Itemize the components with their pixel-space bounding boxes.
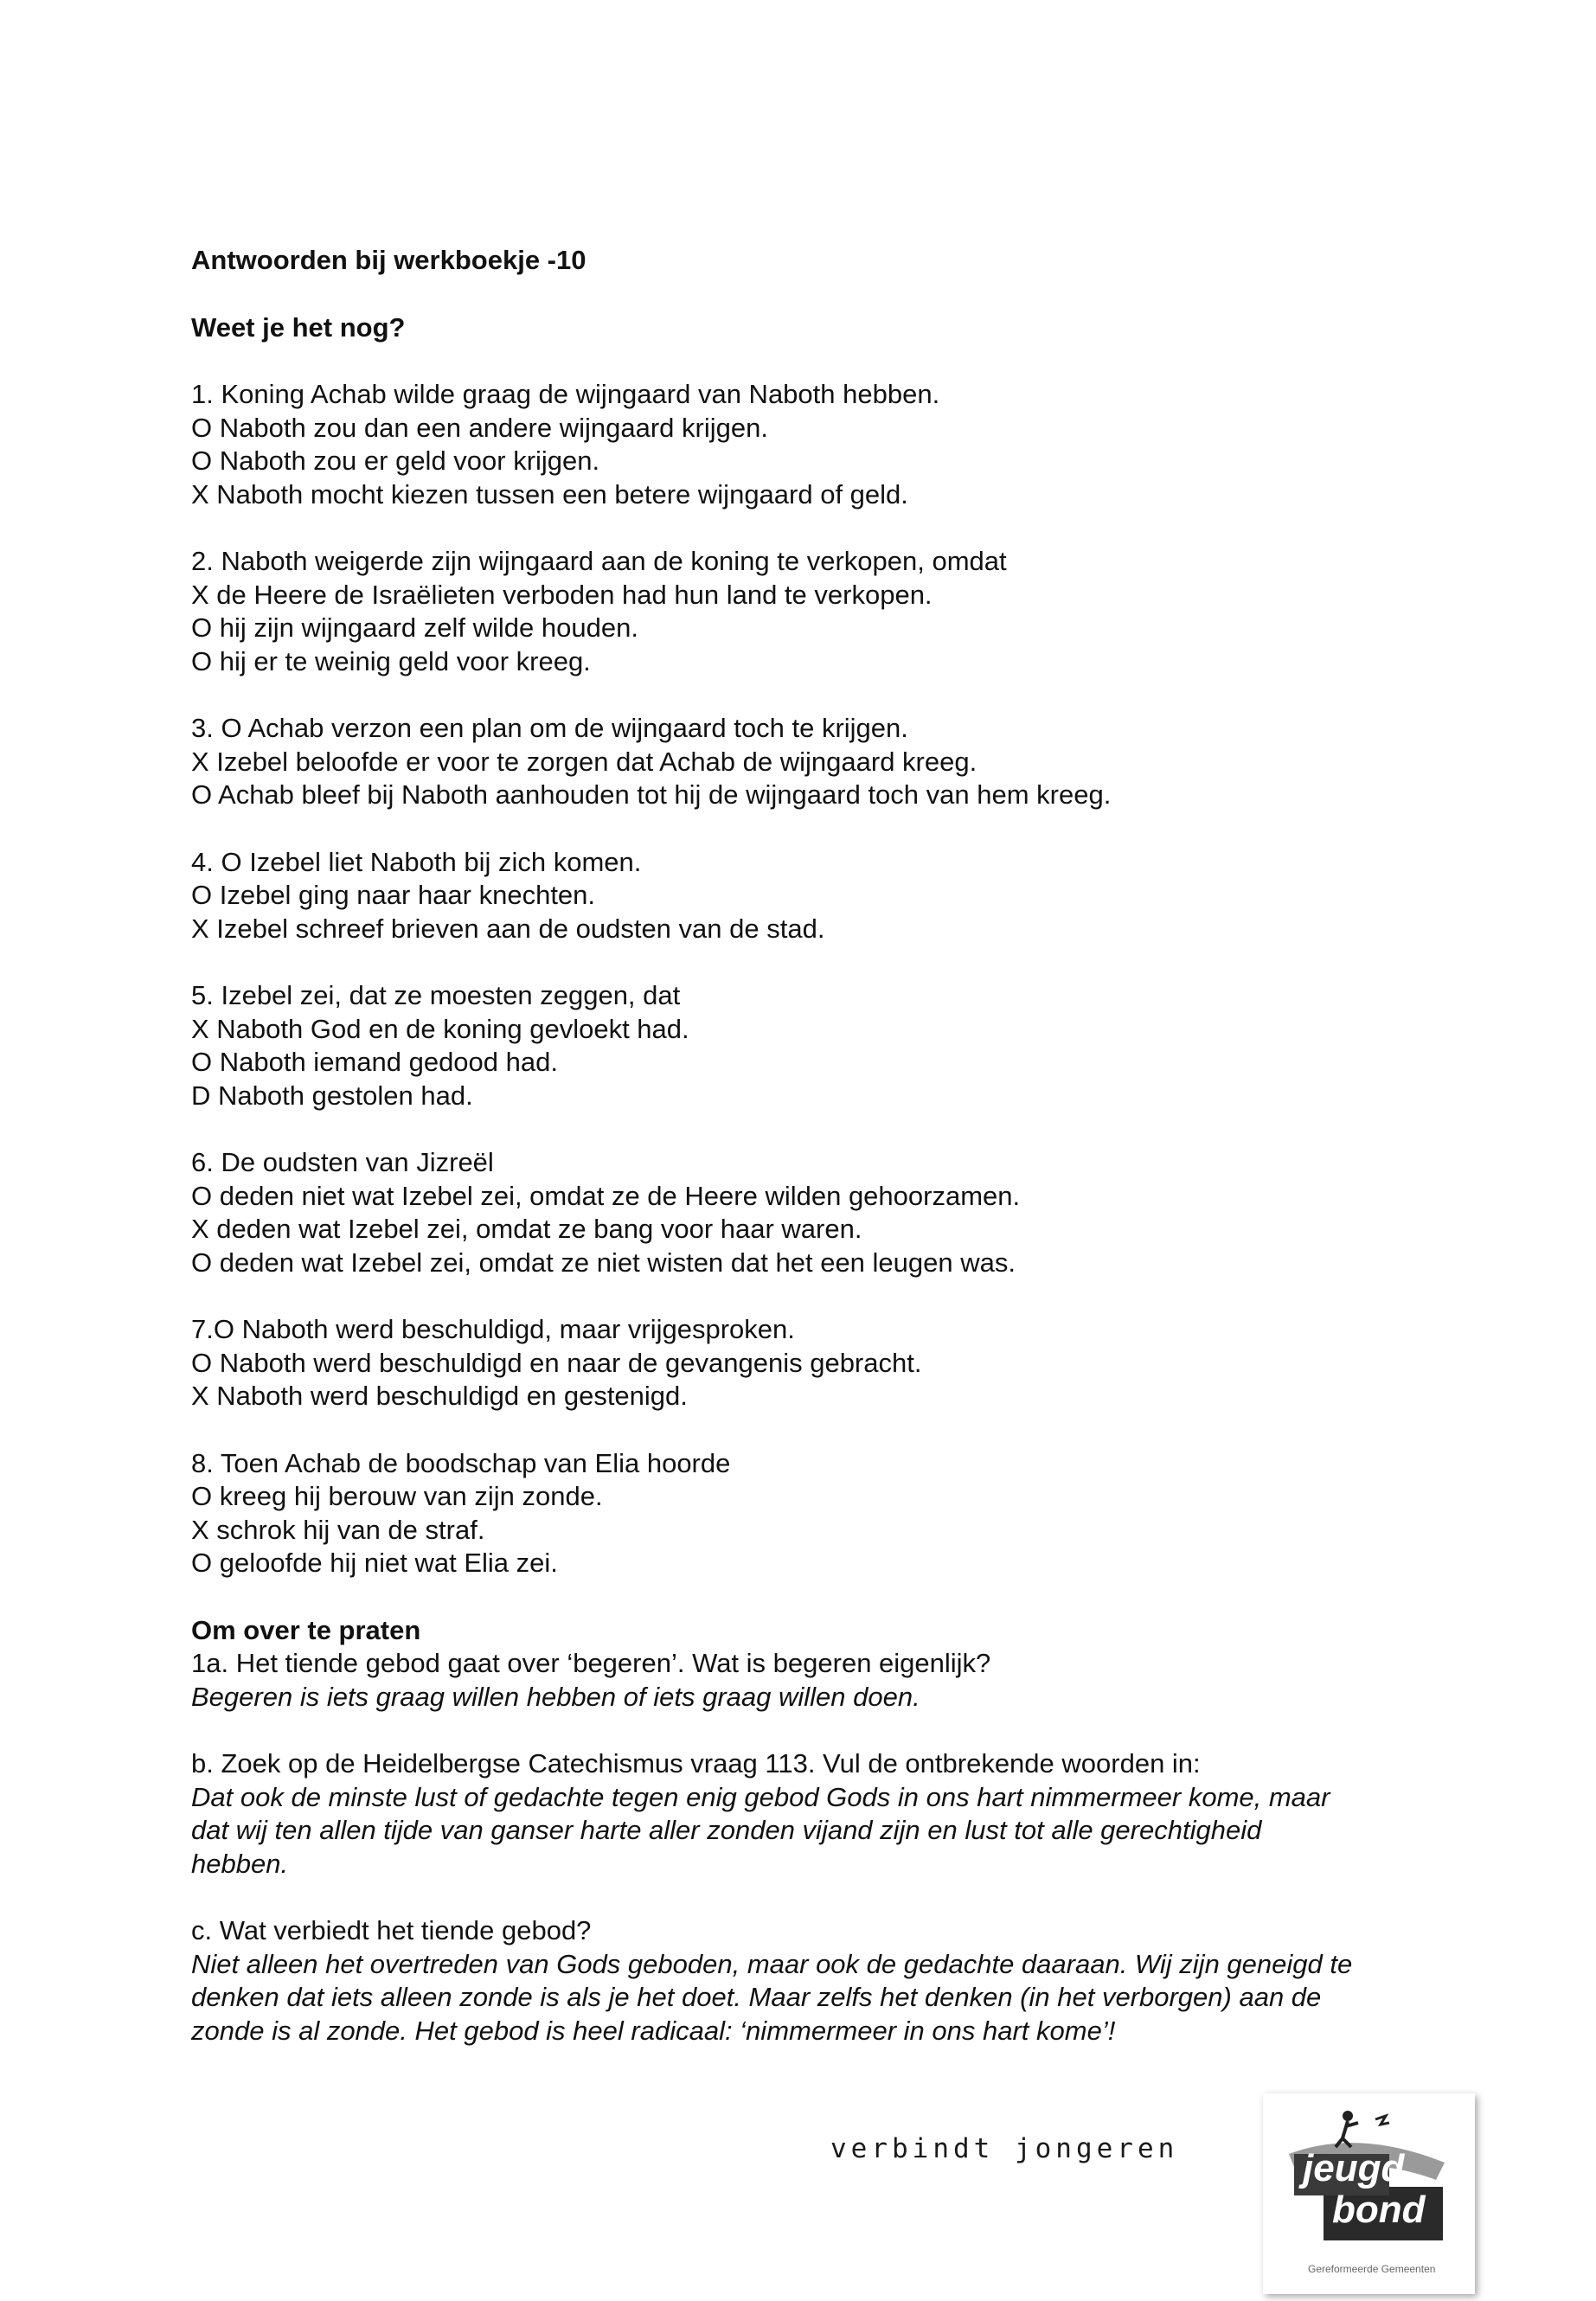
answer-option: O Naboth werd beschuldigd en naar de gevangenis gebracht. bbox=[191, 1347, 922, 1378]
answer-option: X Izebel beloofde er voor te zorgen dat Achab de wijngaard kreeg. bbox=[191, 746, 977, 777]
question-text: 3. O Achab verzon een plan om de wijngaard toch te krijgen. bbox=[191, 713, 908, 743]
answer-option: X Naboth mocht kiezen tussen een betere wijngaard of geld. bbox=[191, 478, 908, 510]
discussion-answer-line: denken dat iets alleen zonde is als je het doet. Maar zelfs het denken (in het verborgen) aan de bbox=[191, 1982, 1322, 2012]
answer-option: O Izebel ging naar haar knechten. bbox=[191, 880, 596, 910]
discussion-question: b. Zoek op de Heidelbergse Catechismus vraag 113. Vul de ontbrekende woorden in: bbox=[191, 1748, 1201, 1779]
answer-option: O Naboth iemand gedood had. bbox=[191, 1047, 558, 1077]
question-text: 6. De oudsten van Jizreël bbox=[191, 1147, 494, 1177]
answer-option: O hij er te weinig geld voor kreeg. bbox=[191, 645, 591, 676]
discussion-answer-line: zonde is al zonde. Het gebod is heel radicaal: ‘nimmermeer in ons hart kome’! bbox=[191, 2015, 1116, 2046]
answer-option: X Izebel schreef brieven aan de oudsten van de stad. bbox=[191, 913, 825, 944]
question-8 bbox=[191, 1447, 1454, 1580]
question-5 bbox=[191, 979, 1454, 1112]
answer-option: X de Heere de Israëlieten verboden had hun land te verkopen. bbox=[191, 579, 933, 610]
logo-word-bond: bond bbox=[1332, 2189, 1426, 2231]
answer-option: O Naboth zou er geld voor krijgen. bbox=[191, 445, 600, 476]
discussion-answer-line: hebben. bbox=[191, 1848, 289, 1879]
footer-slogan: verbindt jongeren bbox=[830, 2133, 1179, 2164]
answer-option: O deden niet wat Izebel zei, omdat ze de Heere wilden gehoorzamen. bbox=[191, 1180, 1021, 1211]
discussion-1a bbox=[191, 1614, 1454, 1715]
document-body bbox=[191, 244, 1454, 2048]
question-text: 7.O Naboth werd beschuldigd, maar vrijgesproken. bbox=[191, 1314, 795, 1344]
question-1 bbox=[191, 378, 1454, 511]
answer-option: X schrok hij van de straf. bbox=[191, 1514, 485, 1545]
discussion-answer-line: Niet alleen het overtreden van Gods geboden, maar ook de gedachte daaraan. Wij zijn geneigd te bbox=[191, 1948, 1353, 1979]
answer-option: O deden wat Izebel zei, omdat ze niet wisten dat het een leugen was. bbox=[191, 1247, 1016, 1278]
question-text: 5. Izebel zei, dat ze moesten zeggen, dat bbox=[191, 980, 681, 1010]
discussion-answer-line: dat wij ten allen tijde van ganser harte aller zonden vijand zijn en lust tot alle gerechtigheid bbox=[191, 1815, 1262, 1845]
discussion-question: 1a. Het tiende gebod gaat over ‘begeren’. Wat is begeren eigenlijk? bbox=[191, 1648, 991, 1678]
jeugdbond-logo bbox=[1263, 2093, 1475, 2294]
answer-option: O Achab bleef bij Naboth aanhouden tot hij de wijngaard toch van hem kreeg. bbox=[191, 779, 1112, 810]
logo-subtitle: Gereformeerde Gemeenten bbox=[1308, 2263, 1436, 2275]
question-7 bbox=[191, 1313, 1454, 1413]
discussion-section bbox=[191, 1614, 1454, 2048]
discussion-answer: Begeren is iets graag willen hebben of iets graag willen doen. bbox=[191, 1681, 920, 1712]
question-2 bbox=[191, 545, 1454, 678]
answer-option: D Naboth gestolen had. bbox=[191, 1080, 473, 1111]
answer-option: X deden wat Izebel zei, omdat ze bang voor haar waren. bbox=[191, 1214, 862, 1244]
document-title: Antwoorden bij werkboekje -10 bbox=[191, 245, 586, 275]
question-text: 8. Toen Achab de boodschap van Elia hoorde bbox=[191, 1447, 731, 1478]
discussion-answer-line: Dat ook de minste lust of gedachte tegen enig gebod Gods in ons hart nimmermeer kome, maar bbox=[191, 1781, 1330, 1812]
section-heading: Weet je het nog? bbox=[191, 311, 406, 343]
discussion-c bbox=[191, 1914, 1454, 2048]
answer-option: X Naboth werd beschuldigd en gestenigd. bbox=[191, 1381, 688, 1411]
discussion-b bbox=[191, 1747, 1454, 1881]
question-3 bbox=[191, 712, 1454, 812]
answer-option: O kreeg hij berouw van zijn zonde. bbox=[191, 1481, 603, 1511]
question-4 bbox=[191, 846, 1454, 946]
question-text: 4. O Izebel liet Naboth bij zich komen. bbox=[191, 846, 642, 877]
question-6 bbox=[191, 1146, 1454, 1279]
answer-option: X Naboth God en de koning gevloekt had. bbox=[191, 1013, 689, 1044]
answer-option: O geloofde hij niet wat Elia zei. bbox=[191, 1548, 558, 1578]
logo-word-jeugd: jeugd bbox=[1303, 2147, 1405, 2189]
figure-head-icon bbox=[1343, 2111, 1353, 2121]
question-text: 2. Naboth weigerde zijn wijngaard aan de koning te verkopen, omdat bbox=[191, 546, 1007, 576]
answer-option: O hij zijn wijngaard zelf wilde houden. bbox=[191, 612, 638, 643]
discussion-question: c. Wat verbiedt het tiende gebod? bbox=[191, 1915, 592, 1945]
question-text: 1. Koning Achab wilde graag de wijngaard van Naboth hebben. bbox=[191, 379, 940, 409]
answer-option: O Naboth zou dan een andere wijngaard krijgen. bbox=[191, 412, 768, 443]
discussion-heading: Om over te praten bbox=[191, 1614, 421, 1645]
figure-arrow-icon bbox=[1375, 2116, 1389, 2125]
